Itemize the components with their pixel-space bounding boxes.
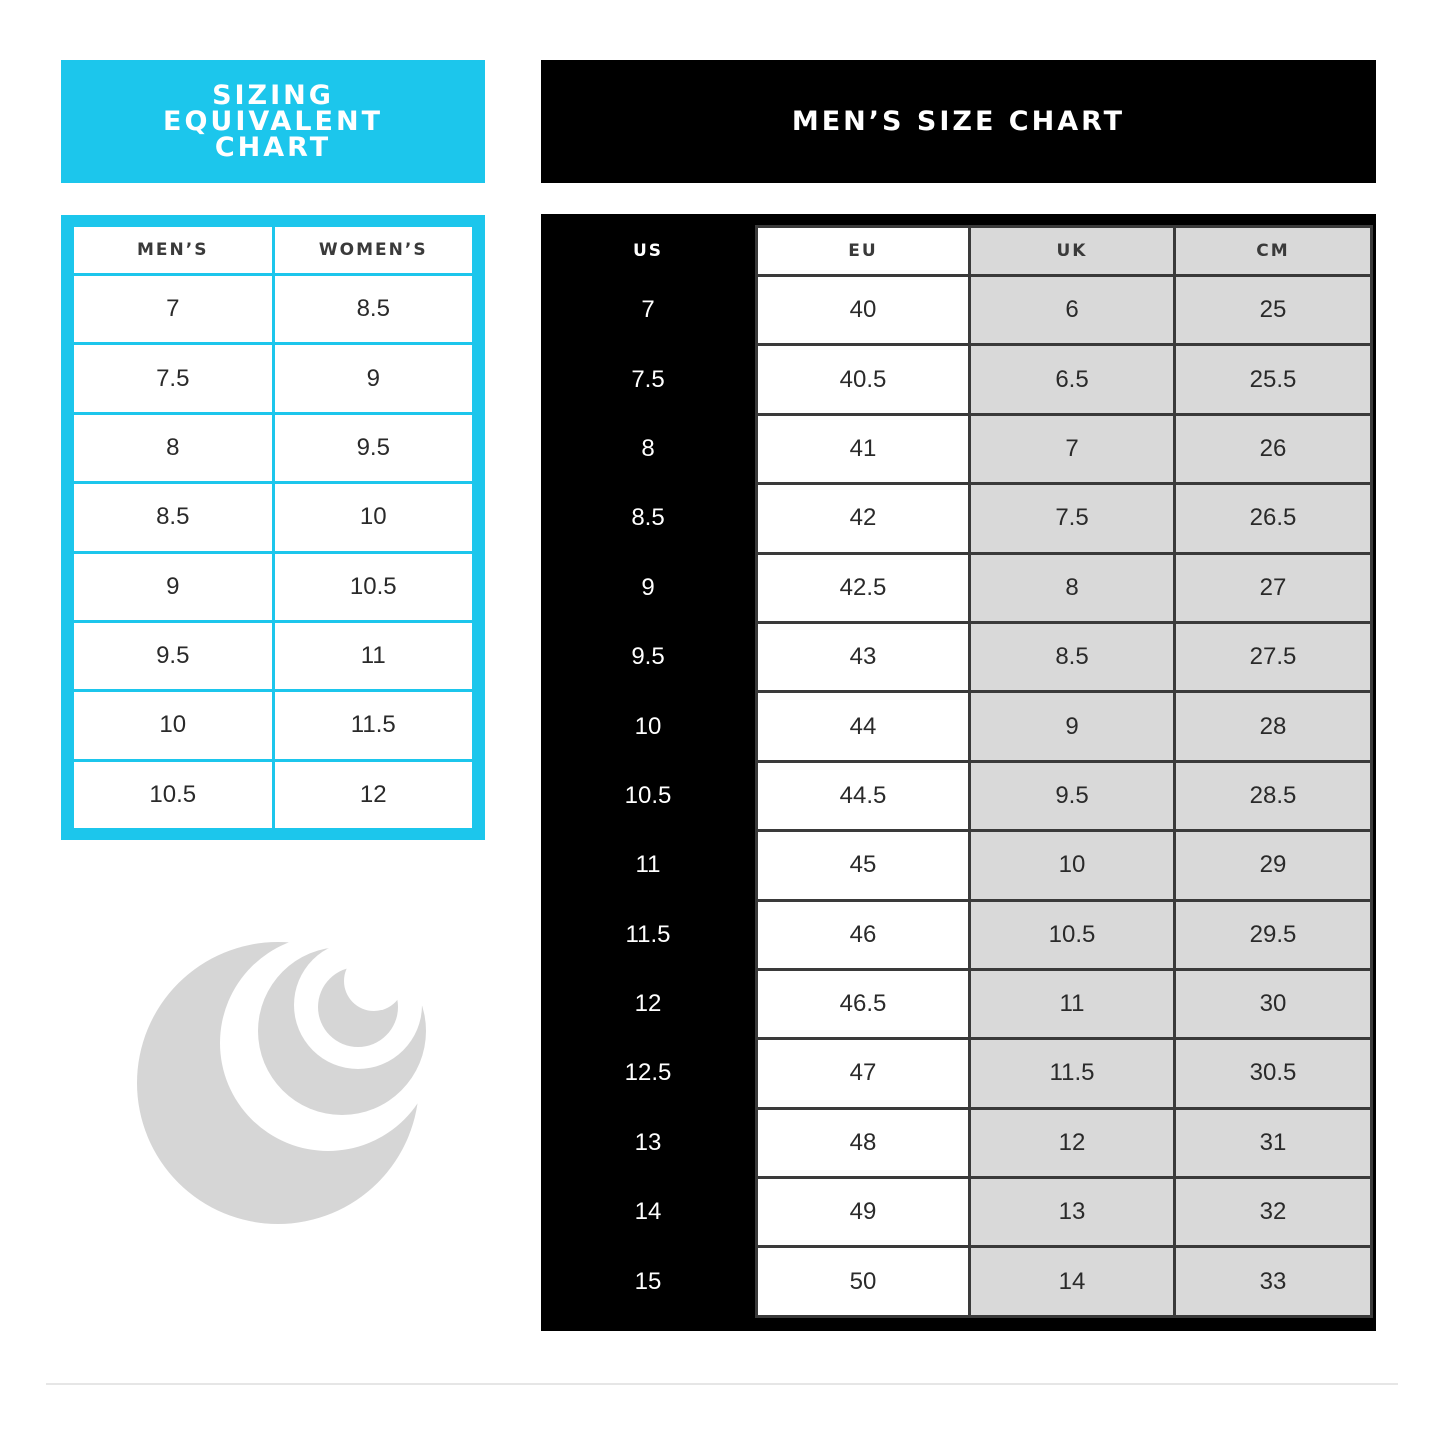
eu-size: 46.5 <box>757 969 970 1038</box>
mens-size: 8.5 <box>73 483 274 552</box>
mens-size: 8 <box>73 413 274 482</box>
cm-size: 31 <box>1175 1108 1372 1177</box>
us-size: 9 <box>541 553 757 622</box>
table-row <box>73 483 474 552</box>
cm-size: 29.5 <box>1175 900 1372 969</box>
table-row <box>541 1039 1372 1108</box>
womens-size: 9 <box>273 344 474 413</box>
uk-size: 7 <box>970 414 1175 483</box>
table-row <box>541 1108 1372 1177</box>
eu-size: 41 <box>757 414 970 483</box>
uk-size: 6 <box>970 276 1175 345</box>
mens-size: 10 <box>73 691 274 760</box>
cm-size: 29 <box>1175 831 1372 900</box>
uk-size: 8.5 <box>970 622 1175 691</box>
us-size: 8.5 <box>541 484 757 553</box>
uk-size: 9.5 <box>970 761 1175 830</box>
table-header-row <box>73 226 474 275</box>
mens-size-table <box>541 225 1373 1318</box>
footer-divider <box>46 1383 1398 1385</box>
table-row <box>541 622 1372 691</box>
uk-size: 10.5 <box>970 900 1175 969</box>
table-row <box>541 484 1372 553</box>
cm-size: 30 <box>1175 969 1372 1038</box>
eu-size: 42 <box>757 484 970 553</box>
table-row <box>73 621 474 690</box>
table-row <box>73 760 474 829</box>
womens-size: 8.5 <box>273 275 474 344</box>
header-us: US <box>541 227 757 276</box>
uk-size: 10 <box>970 831 1175 900</box>
table-row <box>73 691 474 760</box>
mens-size-table-frame <box>541 214 1376 1331</box>
womens-size: 11 <box>273 621 474 690</box>
eu-size: 47 <box>757 1039 970 1108</box>
mens-size: 7.5 <box>73 344 274 413</box>
table-row <box>541 276 1372 345</box>
us-size: 10 <box>541 692 757 761</box>
cm-size: 26 <box>1175 414 1372 483</box>
table-row <box>541 345 1372 414</box>
table-header-row <box>541 227 1372 276</box>
table-row <box>541 414 1372 483</box>
uk-size: 7.5 <box>970 484 1175 553</box>
cm-size: 28.5 <box>1175 761 1372 830</box>
eu-size: 44 <box>757 692 970 761</box>
uk-size: 8 <box>970 553 1175 622</box>
header-eu: EU <box>757 227 970 276</box>
uk-size: 12 <box>970 1108 1175 1177</box>
us-size: 12 <box>541 969 757 1038</box>
mens-size: 10.5 <box>73 760 274 829</box>
eu-size: 40 <box>757 276 970 345</box>
us-size: 13 <box>541 1108 757 1177</box>
cm-size: 25 <box>1175 276 1372 345</box>
cm-size: 32 <box>1175 1178 1372 1247</box>
table-row <box>541 761 1372 830</box>
us-size: 10.5 <box>541 761 757 830</box>
uk-size: 9 <box>970 692 1175 761</box>
mens-size-chart-title: MEN’S SIZE CHART <box>791 106 1126 137</box>
cm-size: 33 <box>1175 1247 1372 1317</box>
us-size: 15 <box>541 1247 757 1317</box>
table-row <box>73 275 474 344</box>
table-row <box>541 692 1372 761</box>
sizing-equivalent-banner <box>61 60 485 183</box>
us-size: 7 <box>541 276 757 345</box>
eu-size: 42.5 <box>757 553 970 622</box>
sizing-equivalent-table <box>71 224 475 831</box>
crescent-moons-logo-icon <box>130 935 430 1235</box>
womens-size: 10 <box>273 483 474 552</box>
table-row <box>541 1247 1372 1317</box>
us-size: 7.5 <box>541 345 757 414</box>
sizing-equivalent-title: SIZING EQUIVALENT CHART <box>163 79 383 163</box>
table-row <box>541 831 1372 900</box>
us-size: 14 <box>541 1178 757 1247</box>
eu-size: 49 <box>757 1178 970 1247</box>
eu-size: 45 <box>757 831 970 900</box>
cm-size: 28 <box>1175 692 1372 761</box>
eu-size: 46 <box>757 900 970 969</box>
header-womens: WOMEN’S <box>273 226 474 275</box>
eu-size: 44.5 <box>757 761 970 830</box>
header-uk: UK <box>970 227 1175 276</box>
uk-size: 14 <box>970 1247 1175 1317</box>
table-row <box>541 969 1372 1038</box>
us-size: 11 <box>541 831 757 900</box>
mens-size: 9.5 <box>73 621 274 690</box>
table-row <box>73 552 474 621</box>
cm-size: 30.5 <box>1175 1039 1372 1108</box>
us-size: 9.5 <box>541 622 757 691</box>
table-row <box>541 1178 1372 1247</box>
eu-size: 40.5 <box>757 345 970 414</box>
table-row <box>541 900 1372 969</box>
cm-size: 27 <box>1175 553 1372 622</box>
mens-size: 9 <box>73 552 274 621</box>
header-cm: CM <box>1175 227 1372 276</box>
uk-size: 13 <box>970 1178 1175 1247</box>
womens-size: 11.5 <box>273 691 474 760</box>
mens-size: 7 <box>73 275 274 344</box>
womens-size: 9.5 <box>273 413 474 482</box>
womens-size: 12 <box>273 760 474 829</box>
sizing-equivalent-table-frame <box>61 215 485 840</box>
eu-size: 50 <box>757 1247 970 1317</box>
table-row <box>73 413 474 482</box>
womens-size: 10.5 <box>273 552 474 621</box>
uk-size: 11.5 <box>970 1039 1175 1108</box>
cm-size: 26.5 <box>1175 484 1372 553</box>
cm-size: 25.5 <box>1175 345 1372 414</box>
mens-size-chart-banner <box>541 60 1376 183</box>
uk-size: 6.5 <box>970 345 1175 414</box>
cm-size: 27.5 <box>1175 622 1372 691</box>
table-row <box>541 553 1372 622</box>
header-mens: MEN’S <box>73 226 274 275</box>
us-size: 11.5 <box>541 900 757 969</box>
eu-size: 48 <box>757 1108 970 1177</box>
us-size: 12.5 <box>541 1039 757 1108</box>
uk-size: 11 <box>970 969 1175 1038</box>
us-size: 8 <box>541 414 757 483</box>
table-row <box>73 344 474 413</box>
eu-size: 43 <box>757 622 970 691</box>
